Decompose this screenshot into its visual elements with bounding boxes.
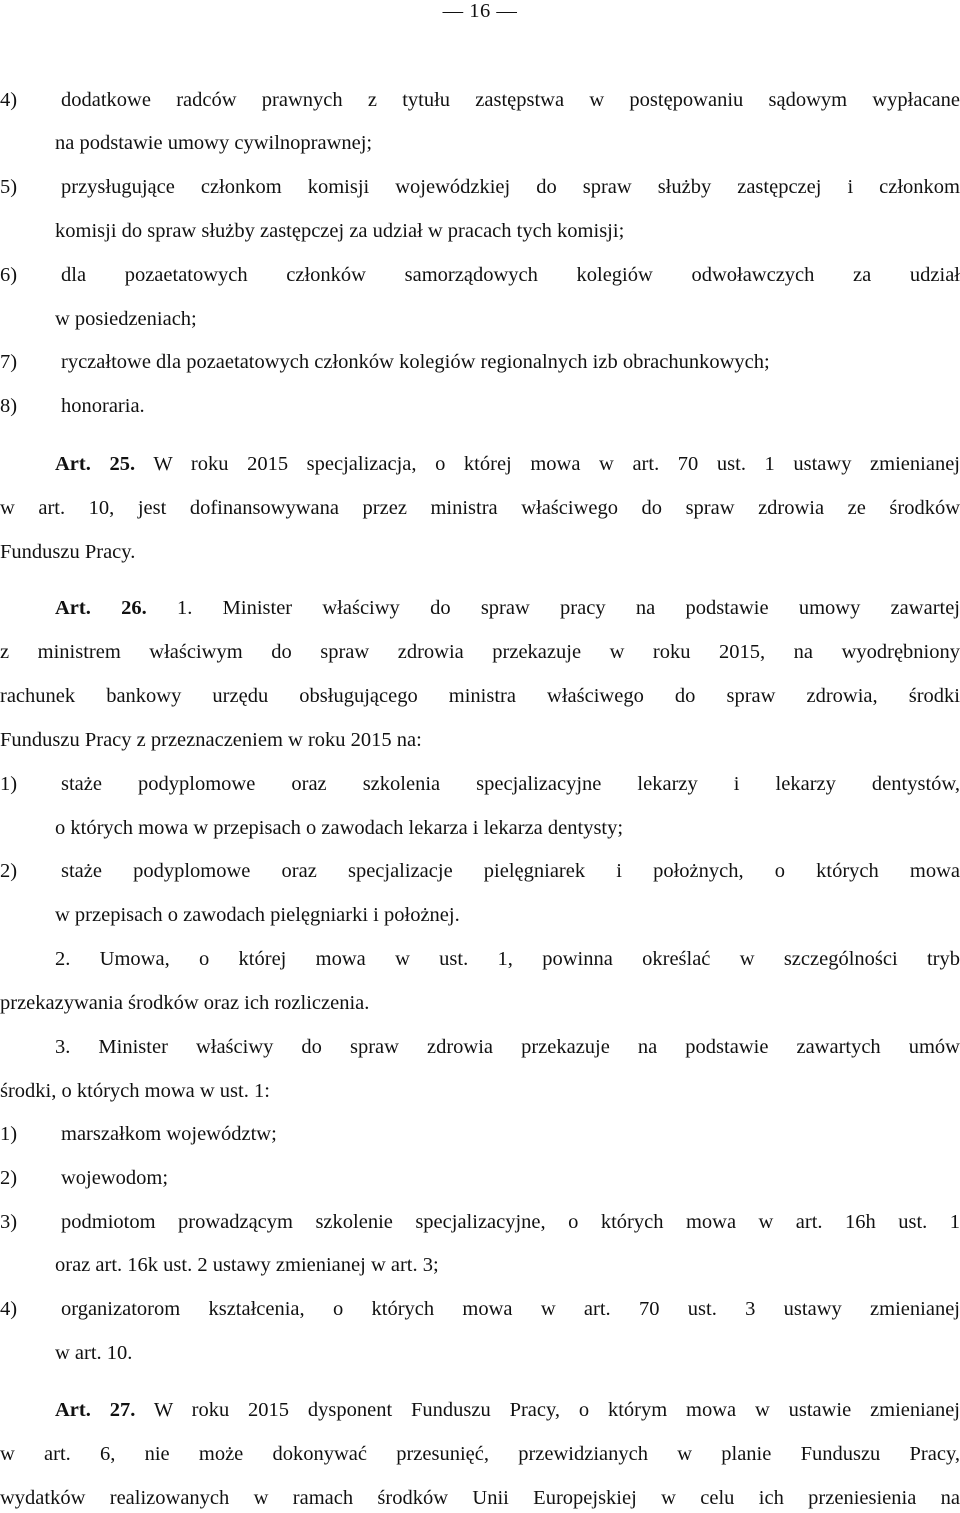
item-text: staże podyplomowe oraz specjalizacje pielęgniarek i położnych, o których mowa	[61, 860, 960, 882]
article-27-line-3: wydatków realizowanych w ramach środków Unii Europejskiej w celu ich przeniesienia na	[0, 1487, 960, 1509]
item-text: przysługujące członkom komisji wojewódzkiej do spraw służby zastępczej i członkom	[61, 176, 960, 198]
article-26-line-1: 1. Minister właściwy do spraw pracy na podstawie umowy zawartej	[177, 597, 960, 619]
paragraph-2-line-2: przekazywania środków oraz ich rozliczenia.	[0, 992, 370, 1014]
item-text: podmiotom prowadzącym szkolenie specjalizacyjne, o których mowa w art. 16h ust. 1	[61, 1211, 960, 1233]
article-26-line-3: rachunek bankowy urzędu obsługującego ministra właściwego do spraw zdrowia, środki	[0, 685, 960, 707]
item-text: o których mowa w przepisach o zawodach lekarza i lekarza dentysty;	[55, 817, 624, 839]
item-text: komisji do spraw służby zastępczej za udział w pracach tych komisji;	[55, 220, 625, 242]
item-text: w posiedzeniach;	[55, 308, 197, 330]
article-26-label: Art. 26.	[55, 597, 147, 619]
item-number: 5)	[0, 176, 18, 198]
article-27-label: Art. 27.	[55, 1399, 136, 1421]
item-number: 3)	[0, 1211, 18, 1233]
item-text: dla pozaetatowych członków samorządowych kolegiów odwoławczych za udział	[61, 264, 960, 286]
paragraph-2-line-1: 2. Umowa, o której mowa w ust. 1, powinna określać w szczególności tryb	[55, 948, 960, 970]
article-25-line-3: Funduszu Pracy.	[0, 541, 136, 563]
item-text: honoraria.	[61, 395, 145, 417]
article-27-text	[55, 1398, 960, 1422]
article-26-line-4: Funduszu Pracy z przeznaczeniem w roku 2015 na:	[0, 729, 422, 751]
item-number: 1)	[0, 773, 18, 795]
item-number: 4)	[0, 89, 18, 111]
item-text: w przepisach o zawodach pielęgniarki i położnej.	[55, 904, 460, 926]
item-number: 7)	[0, 351, 18, 373]
item-text: na podstawie umowy cywilnoprawnej;	[55, 132, 373, 154]
item-text: w art. 10.	[55, 1342, 133, 1364]
item-number: 2)	[0, 1167, 18, 1189]
item-number: 2)	[0, 860, 18, 882]
item-number: 4)	[0, 1298, 18, 1320]
page-number: — 16 —	[442, 0, 518, 22]
paragraph-3-line-1: 3. Minister właściwy do spraw zdrowia przekazuje na podstawie zawartych umów	[55, 1036, 960, 1058]
item-number: 8)	[0, 395, 18, 417]
item-number: 1)	[0, 1123, 18, 1145]
item-text: dodatkowe radców prawnych z tytułu zastępstwa w postępowaniu sądowym wypłacane	[61, 89, 960, 111]
item-text: wojewodom;	[61, 1167, 169, 1189]
article-26-text	[55, 596, 960, 620]
item-text: marszałkom województw;	[61, 1123, 277, 1145]
item-text: organizatorom kształcenia, o których mowa w art. 70 ust. 3 ustawy zmienianej	[61, 1298, 960, 1320]
article-27-line-2: w art. 6, nie może dokonywać przesunięć, przewidzianych w planie Funduszu Pracy,	[0, 1443, 960, 1465]
article-27-line-1: W roku 2015 dysponent Funduszu Pracy, o którym mowa w ustawie zmienianej	[153, 1399, 960, 1421]
item-number: 6)	[0, 264, 18, 286]
article-25-line-2: w art. 10, jest dofinansowywana przez ministra właściwego do spraw zdrowia ze środków	[0, 497, 960, 519]
paragraph-3-line-2: środki, o których mowa w ust. 1:	[0, 1080, 270, 1102]
article-25-label: Art. 25.	[55, 453, 136, 475]
article-25-text	[55, 452, 960, 476]
article-25-line-1: W roku 2015 specjalizacja, o której mowa w art. 70 ust. 1 ustawy zmienianej	[153, 453, 960, 475]
item-text: oraz art. 16k ust. 2 ustawy zmienianej w art. 3;	[55, 1254, 439, 1276]
item-text: ryczałtowe dla pozaetatowych członków kolegiów regionalnych izb obrachunkowych;	[61, 351, 770, 373]
article-26-line-2: z ministrem właściwym do spraw zdrowia przekazuje w roku 2015, na wyodrębniony	[0, 641, 960, 663]
item-text: staże podyplomowe oraz szkolenia specjalizacyjne lekarzy i lekarzy dentystów,	[61, 773, 960, 795]
